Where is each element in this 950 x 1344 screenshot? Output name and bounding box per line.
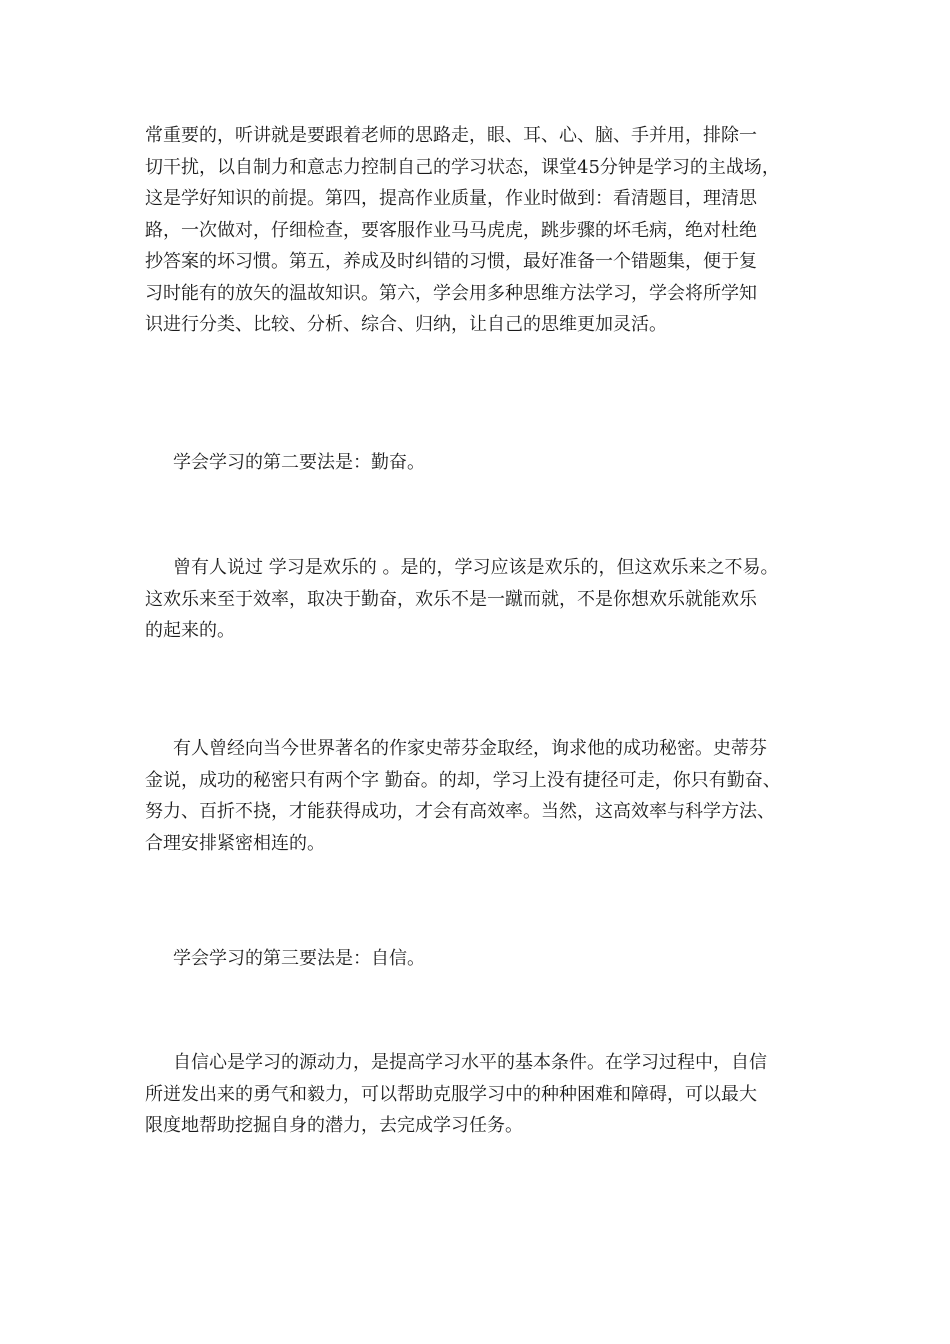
paragraph-study-methods [145,120,825,341]
text-line: 曾有人说过 学习是欢乐的 。是的，学习应该是欢乐的，但这欢乐来之不易。 [173,557,779,578]
text-line: 限度地帮助挖掘自身的潜力，去完成学习任务。 [145,1115,523,1136]
text-line: 切干扰，以自制力和意志力控制自己的学习状态，课堂45分钟是学习的主战场， [145,156,780,178]
text-line: 这是学好知识的前提。第四，提高作业质量，作业时做到：看清题目，理清思 [145,188,757,209]
heading-third-method [145,943,825,975]
text-line: 常重要的，听讲就是要跟着老师的思路走，眼、耳、心、脑、手并用，排除一 [145,125,757,146]
heading-second-method [145,447,825,479]
paragraph-confidence [145,1047,825,1142]
text-line: 习时能有的放矢的温故知识。第六，学会用多种思维方法学习，学会将所学知 [145,282,757,304]
text-line: 所迸发出来的勇气和毅力，可以帮助克服学习中的种种困难和障碍，可以最大 [145,1083,757,1105]
text-line: 金说，成功的秘密只有两个字 勤奋。的却，学习上没有捷径可走，你只有勤奋、 [145,769,781,791]
text-line: 有人曾经向当今世界著名的作家史蒂芬金取经，询求他的成功秘密。史蒂芬 [173,738,767,759]
text-line: 学会学习的第三要法是：自信。 [173,948,425,969]
text-line: 这欢乐来至于效率，取决于勤奋，欢乐不是一蹴而就，不是你想欢乐就能欢乐 [145,588,757,610]
text-line: 学会学习的第二要法是：勤奋。 [173,452,425,473]
text-line: 合理安排紧密相连的。 [145,832,325,854]
text-line: 努力、百折不挠，才能获得成功，才会有高效率。当然，这高效率与科学方法、 [145,801,775,822]
text-line: 抄答案的坏习惯。第五，养成及时纠错的习惯，最好准备一个错题集，便于复 [145,251,757,272]
paragraph-diligence [145,552,825,647]
text-line: 路，一次做对，仔细检查，要客服作业马马虎虎，跳步骤的坏毛病，绝对杜绝 [145,219,757,241]
text-line: 自信心是学习的源动力，是提高学习水平的基本条件。在学习过程中，自信 [173,1052,767,1073]
text-line: 的起来的。 [145,620,235,641]
text-line: 识进行分类、比较、分析、综合、归纳，让自己的思维更加灵活。 [145,314,667,335]
paragraph-stephen-king [145,733,825,859]
